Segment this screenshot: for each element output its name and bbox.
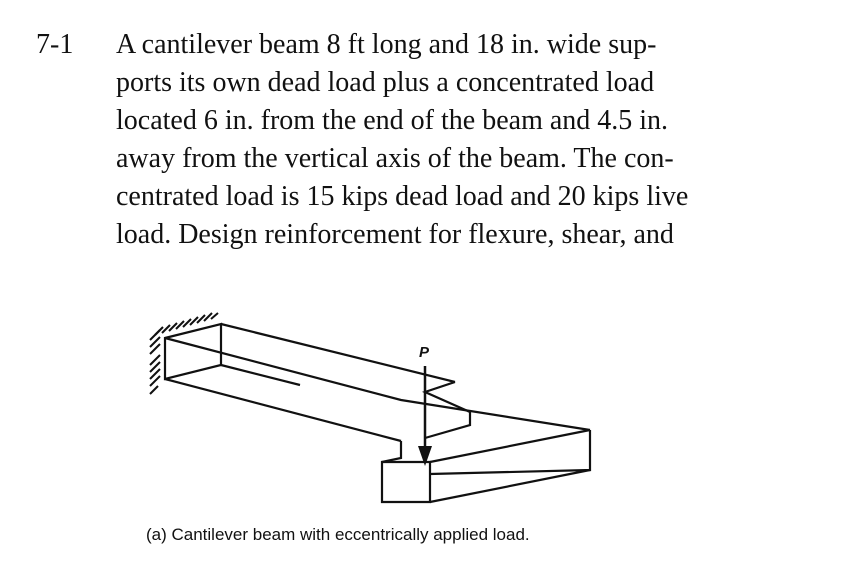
problem-line: away from the vertical axis of the beam. The con- — [116, 143, 674, 174]
load-label: P — [419, 344, 430, 361]
problem-text — [116, 26, 816, 254]
problem-line: ports its own dead load plus a concentrated load — [116, 67, 655, 98]
problem-line: A cantilever beam 8 ft long and 18 in. wide sup- — [116, 29, 657, 60]
problem-line: located 6 in. from the end of the beam and 4.5 in. — [116, 105, 669, 136]
problem-line: load. Design reinforcement for flexure, shear, and — [116, 219, 674, 250]
cantilever-beam-figure — [140, 312, 620, 517]
problem-number: 7-1 — [36, 29, 74, 60]
problem-line: centrated load is 15 kips dead load and 20 kips live — [116, 181, 689, 212]
beam-outline — [165, 324, 590, 502]
figure-caption: (a) Cantilever beam with eccentrically applied load. — [146, 525, 530, 544]
load-arrow — [418, 366, 432, 466]
